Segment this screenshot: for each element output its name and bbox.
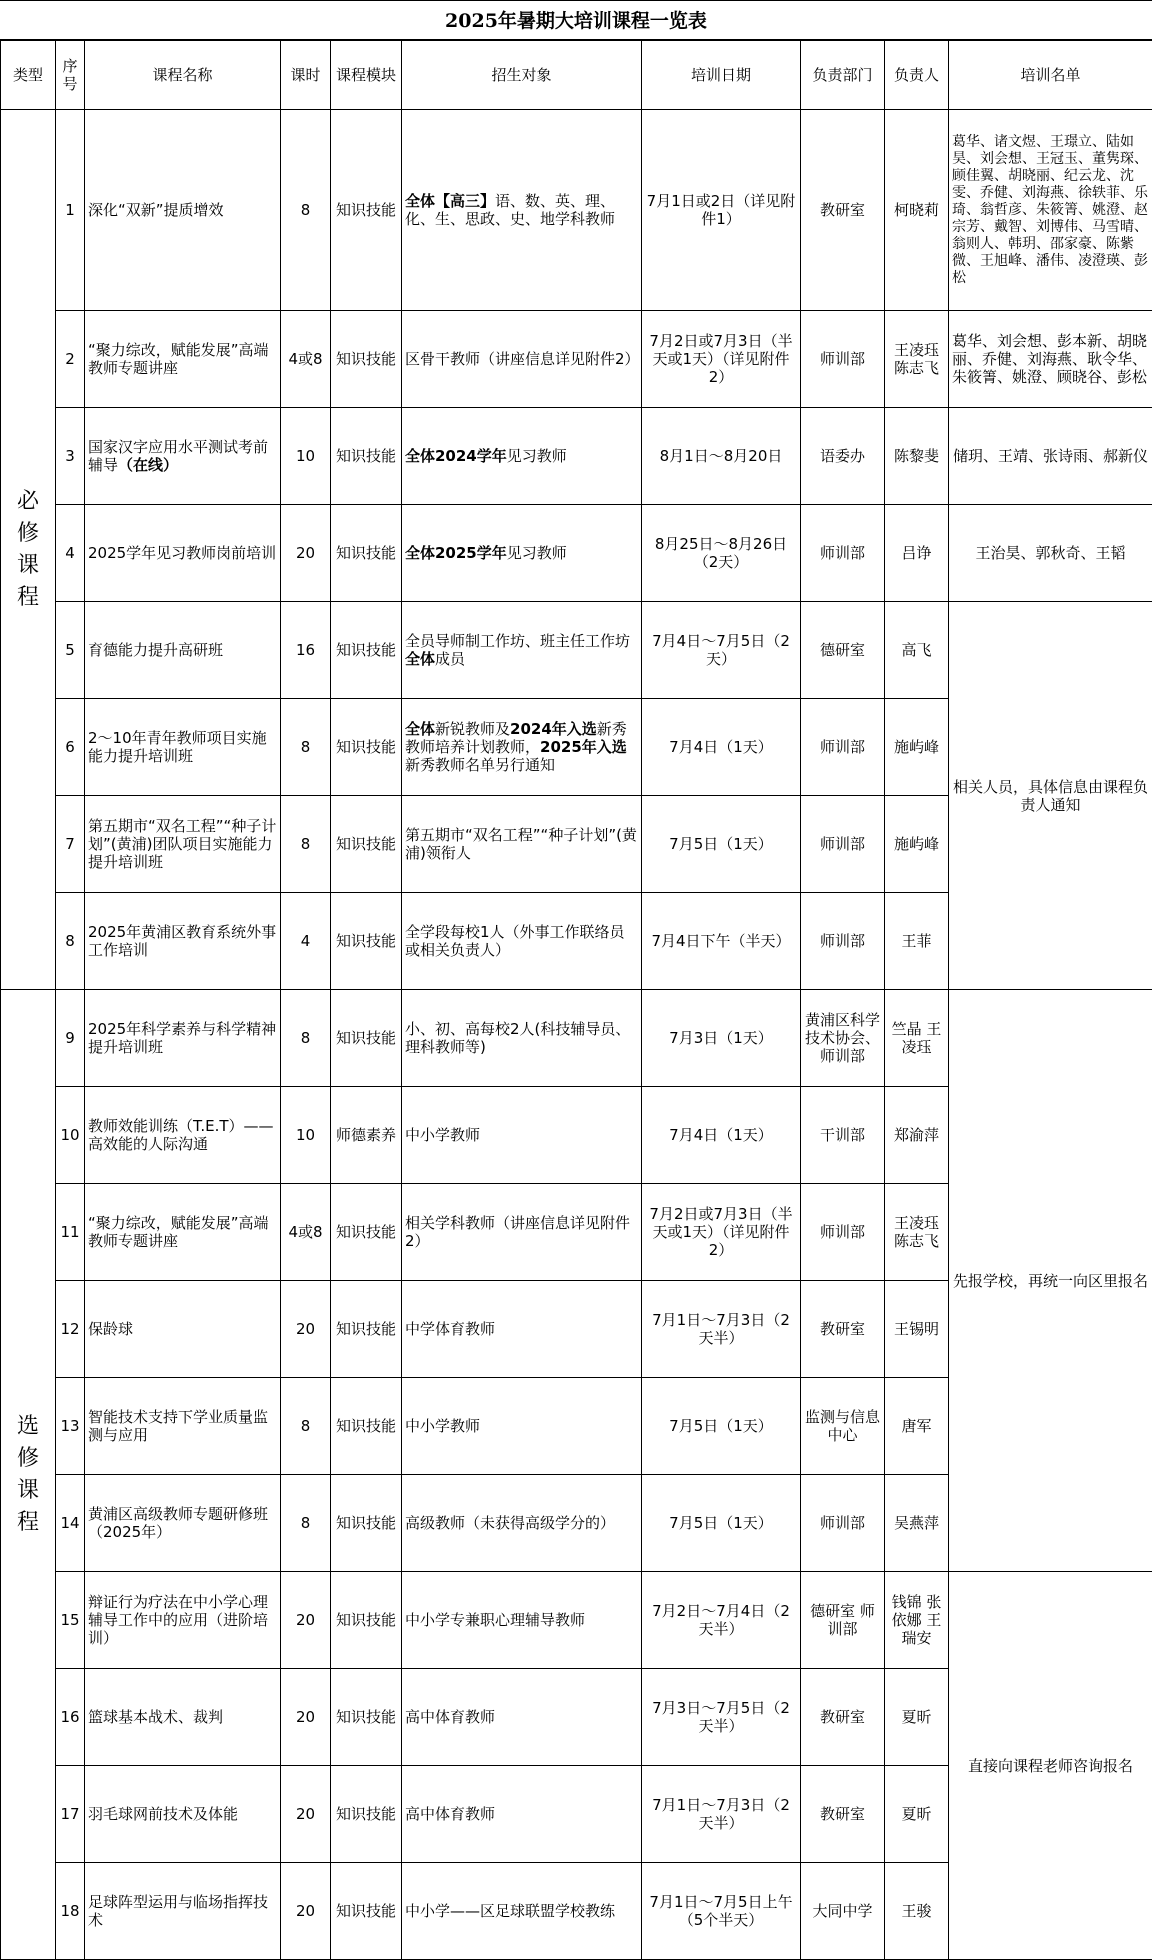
table-row [1, 110, 1152, 311]
cell-hours: 20 [281, 1669, 331, 1766]
cell-hours: 20 [281, 505, 331, 602]
cell-dept: 德研室 师训部 [801, 1572, 885, 1669]
cell-seq: 10 [56, 1087, 85, 1184]
cell-hours: 4或8 [281, 1184, 331, 1281]
cell-hours: 16 [281, 602, 331, 699]
cell-list-merged: 直接向课程老师咨询报名 [949, 1572, 1152, 1960]
cell-date: 7月3日（1天） [642, 990, 801, 1087]
cell-seq: 8 [56, 893, 85, 990]
cell-name: 育德能力提升高研班 [85, 602, 281, 699]
category-elective [1, 990, 56, 1960]
header-target: 招生对象 [402, 41, 642, 110]
cell-name: 羽毛球网前技术及体能 [85, 1766, 281, 1863]
cell-name: “聚力综改，赋能发展”高端教师专题讲座 [85, 311, 281, 408]
cell-dept: 干训部 [801, 1087, 885, 1184]
cell-target [402, 505, 642, 602]
cell-person: 夏昕 [885, 1669, 949, 1766]
cell-target: 中学体育教师 [402, 1281, 642, 1378]
cell-name: 2～10年青年教师项目实施能力提升培训班 [85, 699, 281, 796]
cell-target [402, 699, 642, 796]
cell-seq: 3 [56, 408, 85, 505]
table-row [1, 505, 1152, 602]
cell-target: 中小学专兼职心理辅导教师 [402, 1572, 642, 1669]
cell-person: 唐军 [885, 1378, 949, 1475]
cell-module: 知识技能 [331, 408, 402, 505]
cell-target: 中小学教师 [402, 1378, 642, 1475]
cell-target: 相关学科教师（讲座信息详见附件2） [402, 1184, 642, 1281]
table-row [1, 990, 1152, 1087]
cell-name: 2025学年见习教师岗前培训 [85, 505, 281, 602]
cell-dept: 师训部 [801, 1475, 885, 1572]
cell-module: 知识技能 [331, 1863, 402, 1960]
header-list: 培训名单 [949, 41, 1152, 110]
cell-dept: 大同中学 [801, 1863, 885, 1960]
cell-person: 高飞 [885, 602, 949, 699]
target-text: 见习教师 [507, 447, 567, 465]
cell-name: “聚力综改，赋能发展”高端教师专题讲座 [85, 1184, 281, 1281]
cell-person: 王凌珏 陈志飞 [885, 1184, 949, 1281]
cell-person: 施屿峰 [885, 796, 949, 893]
cell-name: 深化“双新”提质增效 [85, 110, 281, 311]
cell-date: 7月4日下午（半天） [642, 893, 801, 990]
cell-module: 知识技能 [331, 1669, 402, 1766]
cell-target: 中小学教师 [402, 1087, 642, 1184]
header-seq: 序号 [56, 41, 85, 110]
cell-person: 王锡明 [885, 1281, 949, 1378]
target-text: 成员 [435, 650, 465, 668]
header-module: 课程模块 [331, 41, 402, 110]
cell-name: 2025年科学素养与科学精神提升培训班 [85, 990, 281, 1087]
cell-target: 区骨干教师（讲座信息详见附件2） [402, 311, 642, 408]
cell-module: 知识技能 [331, 505, 402, 602]
course-table [0, 40, 1152, 1960]
cell-dept: 教研室 [801, 1281, 885, 1378]
cell-name: 足球阵型运用与临场指挥技术 [85, 1863, 281, 1960]
cell-seq: 2 [56, 311, 85, 408]
cell-date: 7月1日～7月3日（2天半） [642, 1766, 801, 1863]
cell-hours: 20 [281, 1572, 331, 1669]
cell-date: 7月1日～7月5日上午（5个半天） [642, 1863, 801, 1960]
cell-dept: 师训部 [801, 893, 885, 990]
cell-dept: 教研室 [801, 1766, 885, 1863]
cell-date: 8月1日～8月20日 [642, 408, 801, 505]
category-char: 课 [4, 1475, 52, 1507]
cell-list: 储玥、王靖、张诗雨、郝新仪 [949, 408, 1152, 505]
cell-hours: 8 [281, 796, 331, 893]
cell-name: 篮球基本战术、裁判 [85, 1669, 281, 1766]
cell-date: 7月3日～7月5日（2天半） [642, 1669, 801, 1766]
cell-module: 知识技能 [331, 990, 402, 1087]
cell-module: 知识技能 [331, 311, 402, 408]
target-text: 语、数、英、理、化、生、思政、史、地学科教师 [405, 192, 615, 228]
cell-target [402, 408, 642, 505]
category-char: 必 [4, 486, 52, 518]
cell-target: 高级教师（未获得高级学分的） [402, 1475, 642, 1572]
cell-person: 王菲 [885, 893, 949, 990]
target-bold: 2025年入选 [540, 738, 627, 756]
cell-target [402, 110, 642, 311]
category-char: 程 [4, 1507, 52, 1539]
cell-hours: 8 [281, 1378, 331, 1475]
target-text: 新锐教师及 [435, 720, 510, 738]
cell-name: 黄浦区高级教师专题研修班（2025年） [85, 1475, 281, 1572]
cell-name: 第五期市“双名工程”“种子计划”(黄浦)团队项目实施能力提升培训班 [85, 796, 281, 893]
cell-dept: 语委办 [801, 408, 885, 505]
cell-person: 吴燕萍 [885, 1475, 949, 1572]
header-row [1, 41, 1152, 110]
cell-dept: 师训部 [801, 796, 885, 893]
cell-seq: 16 [56, 1669, 85, 1766]
cell-date: 7月4日（1天） [642, 1087, 801, 1184]
cell-dept: 教研室 [801, 1669, 885, 1766]
cell-date: 7月2日～7月4日（2天半） [642, 1572, 801, 1669]
cell-module: 知识技能 [331, 1281, 402, 1378]
cell-seq: 17 [56, 1766, 85, 1863]
cell-target [402, 602, 642, 699]
header-type: 类型 [1, 41, 56, 110]
cell-date: 7月2日或7月3日（半天或1天）（详见附件2） [642, 311, 801, 408]
cell-dept: 监测与信息中心 [801, 1378, 885, 1475]
cell-dept: 师训部 [801, 311, 885, 408]
cell-dept: 教研室 [801, 110, 885, 311]
cell-dept: 师训部 [801, 1184, 885, 1281]
cell-target: 高中体育教师 [402, 1669, 642, 1766]
table-row [1, 602, 1152, 699]
cell-date: 7月5日（1天） [642, 1378, 801, 1475]
cell-dept: 黄浦区科学技术协会、师训部 [801, 990, 885, 1087]
cell-target: 中小学——区足球联盟学校教练 [402, 1863, 642, 1960]
category-required [1, 110, 56, 990]
cell-seq: 15 [56, 1572, 85, 1669]
cell-seq: 7 [56, 796, 85, 893]
header-hours: 课时 [281, 41, 331, 110]
cell-name: 保龄球 [85, 1281, 281, 1378]
category-char: 选 [4, 1411, 52, 1443]
cell-name: 2025年黄浦区教育系统外事工作培训 [85, 893, 281, 990]
cell-person: 竺晶 王凌珏 [885, 990, 949, 1087]
table-row [1, 408, 1152, 505]
cell-target: 全学段每校1人（外事工作联络员或相关负责人） [402, 893, 642, 990]
cell-module: 知识技能 [331, 110, 402, 311]
cell-date: 7月1日～7月3日（2天半） [642, 1281, 801, 1378]
cell-hours: 10 [281, 1087, 331, 1184]
header-dept: 负责部门 [801, 41, 885, 110]
target-bold: 全体【高三】 [405, 192, 495, 210]
cell-date: 7月4日～7月5日（2天） [642, 602, 801, 699]
cell-date: 7月5日（1天） [642, 796, 801, 893]
header-person: 负责人 [885, 41, 949, 110]
cell-date: 7月1日或2日（详见附件1） [642, 110, 801, 311]
cell-hours: 20 [281, 1766, 331, 1863]
cell-person: 柯晓莉 [885, 110, 949, 311]
cell-hours: 4 [281, 893, 331, 990]
cell-person: 王骏 [885, 1863, 949, 1960]
cell-module: 知识技能 [331, 796, 402, 893]
cell-date: 7月4日（1天） [642, 699, 801, 796]
cell-person: 吕诤 [885, 505, 949, 602]
table-row [1, 311, 1152, 408]
cell-target: 高中体育教师 [402, 1766, 642, 1863]
target-bold: 全体2025学年 [405, 544, 507, 562]
cell-person: 郑渝萍 [885, 1087, 949, 1184]
cell-seq: 6 [56, 699, 85, 796]
cell-target: 小、初、高每校2人(科技辅导员、理科教师等) [402, 990, 642, 1087]
table-row [1, 1572, 1152, 1669]
cell-person: 钱锦 张依娜 王瑞安 [885, 1572, 949, 1669]
cell-list-merged: 相关人员，具体信息由课程负责人通知 [949, 602, 1152, 990]
target-text: 见习教师 [507, 544, 567, 562]
cell-seq: 14 [56, 1475, 85, 1572]
cell-person: 陈黎斐 [885, 408, 949, 505]
cell-module: 知识技能 [331, 1572, 402, 1669]
cell-dept: 师训部 [801, 505, 885, 602]
cell-seq: 4 [56, 505, 85, 602]
cell-person: 夏昕 [885, 1766, 949, 1863]
target-text: 新秀教师培养计划教师， [405, 720, 627, 756]
cell-list-merged: 先报学校，再统一向区里报名 [949, 990, 1152, 1572]
cell-seq: 12 [56, 1281, 85, 1378]
cell-seq: 9 [56, 990, 85, 1087]
cell-dept: 师训部 [801, 699, 885, 796]
target-text: 新秀教师名单另行通知 [405, 756, 555, 774]
cell-date: 7月5日（1天） [642, 1475, 801, 1572]
cell-name [85, 408, 281, 505]
cell-list: 葛华、刘会想、彭本新、胡晓丽、乔健、刘海燕、耿令华、朱筱箐、姚澄、顾晓谷、彭松 [949, 311, 1152, 408]
cell-seq: 18 [56, 1863, 85, 1960]
cell-date: 8月25日～8月26日（2天） [642, 505, 801, 602]
cell-seq: 13 [56, 1378, 85, 1475]
category-char: 修 [4, 1443, 52, 1475]
category-char: 程 [4, 582, 52, 614]
target-bold: 全体 [405, 650, 435, 668]
cell-hours: 10 [281, 408, 331, 505]
cell-module: 知识技能 [331, 602, 402, 699]
cell-seq: 11 [56, 1184, 85, 1281]
cell-seq: 1 [56, 110, 85, 311]
cell-name: 辩证行为疗法在中小学心理辅导工作中的应用（进阶培训） [85, 1572, 281, 1669]
cell-person: 施屿峰 [885, 699, 949, 796]
cell-module: 知识技能 [331, 699, 402, 796]
cell-name: 教师效能训练（T.E.T）——高效能的人际沟通 [85, 1087, 281, 1184]
target-text: 全员导师制工作坊、班主任工作坊 [405, 632, 630, 650]
cell-module: 知识技能 [331, 1766, 402, 1863]
cell-module: 知识技能 [331, 1475, 402, 1572]
category-char: 修 [4, 518, 52, 550]
header-date: 培训日期 [642, 41, 801, 110]
cell-person: 王凌珏 陈志飞 [885, 311, 949, 408]
cell-seq: 5 [56, 602, 85, 699]
cell-hours: 20 [281, 1863, 331, 1960]
cell-list: 葛华、诸文煜、王璟立、陆如昊、刘会想、王冠玉、董隽琛、顾佳翼、胡晓丽、纪云龙、沈雯、乔健、刘海燕、徐轶菲、乐琦、翁哲彦、朱筱箐、姚澄、赵宗芳、戴智、刘博伟、马雪晴、翁则人、韩玥、邵家豪、陈紫微、王旭峰、潘伟、凌澄瑛、彭松 [949, 110, 1152, 311]
cell-hours: 20 [281, 1281, 331, 1378]
cell-name: 智能技术支持下学业质量监测与应用 [85, 1378, 281, 1475]
cell-list: 王治昊、郭秋奇、王韬 [949, 505, 1152, 602]
cell-hours: 8 [281, 990, 331, 1087]
name-bold: （在线） [118, 456, 178, 474]
cell-hours: 4或8 [281, 311, 331, 408]
cell-hours: 8 [281, 110, 331, 311]
cell-module: 知识技能 [331, 1184, 402, 1281]
header-name: 课程名称 [85, 41, 281, 110]
cell-module: 知识技能 [331, 1378, 402, 1475]
target-bold: 2024年入选 [510, 720, 597, 738]
cell-date: 7月2日或7月3日（半天或1天）（详见附件2） [642, 1184, 801, 1281]
cell-module: 师德素养 [331, 1087, 402, 1184]
name-text: 国家汉字应用水平测试考前辅导 [88, 438, 268, 474]
cell-target: 第五期市“双名工程”“种子计划”(黄浦)领衔人 [402, 796, 642, 893]
target-bold: 全体 [405, 720, 435, 738]
cell-module: 知识技能 [331, 893, 402, 990]
cell-hours: 8 [281, 699, 331, 796]
category-char: 课 [4, 550, 52, 582]
sheet-title: 2025年暑期大培训课程一览表 [0, 0, 1152, 40]
cell-dept: 德研室 [801, 602, 885, 699]
cell-hours: 8 [281, 1475, 331, 1572]
target-bold: 全体2024学年 [405, 447, 507, 465]
